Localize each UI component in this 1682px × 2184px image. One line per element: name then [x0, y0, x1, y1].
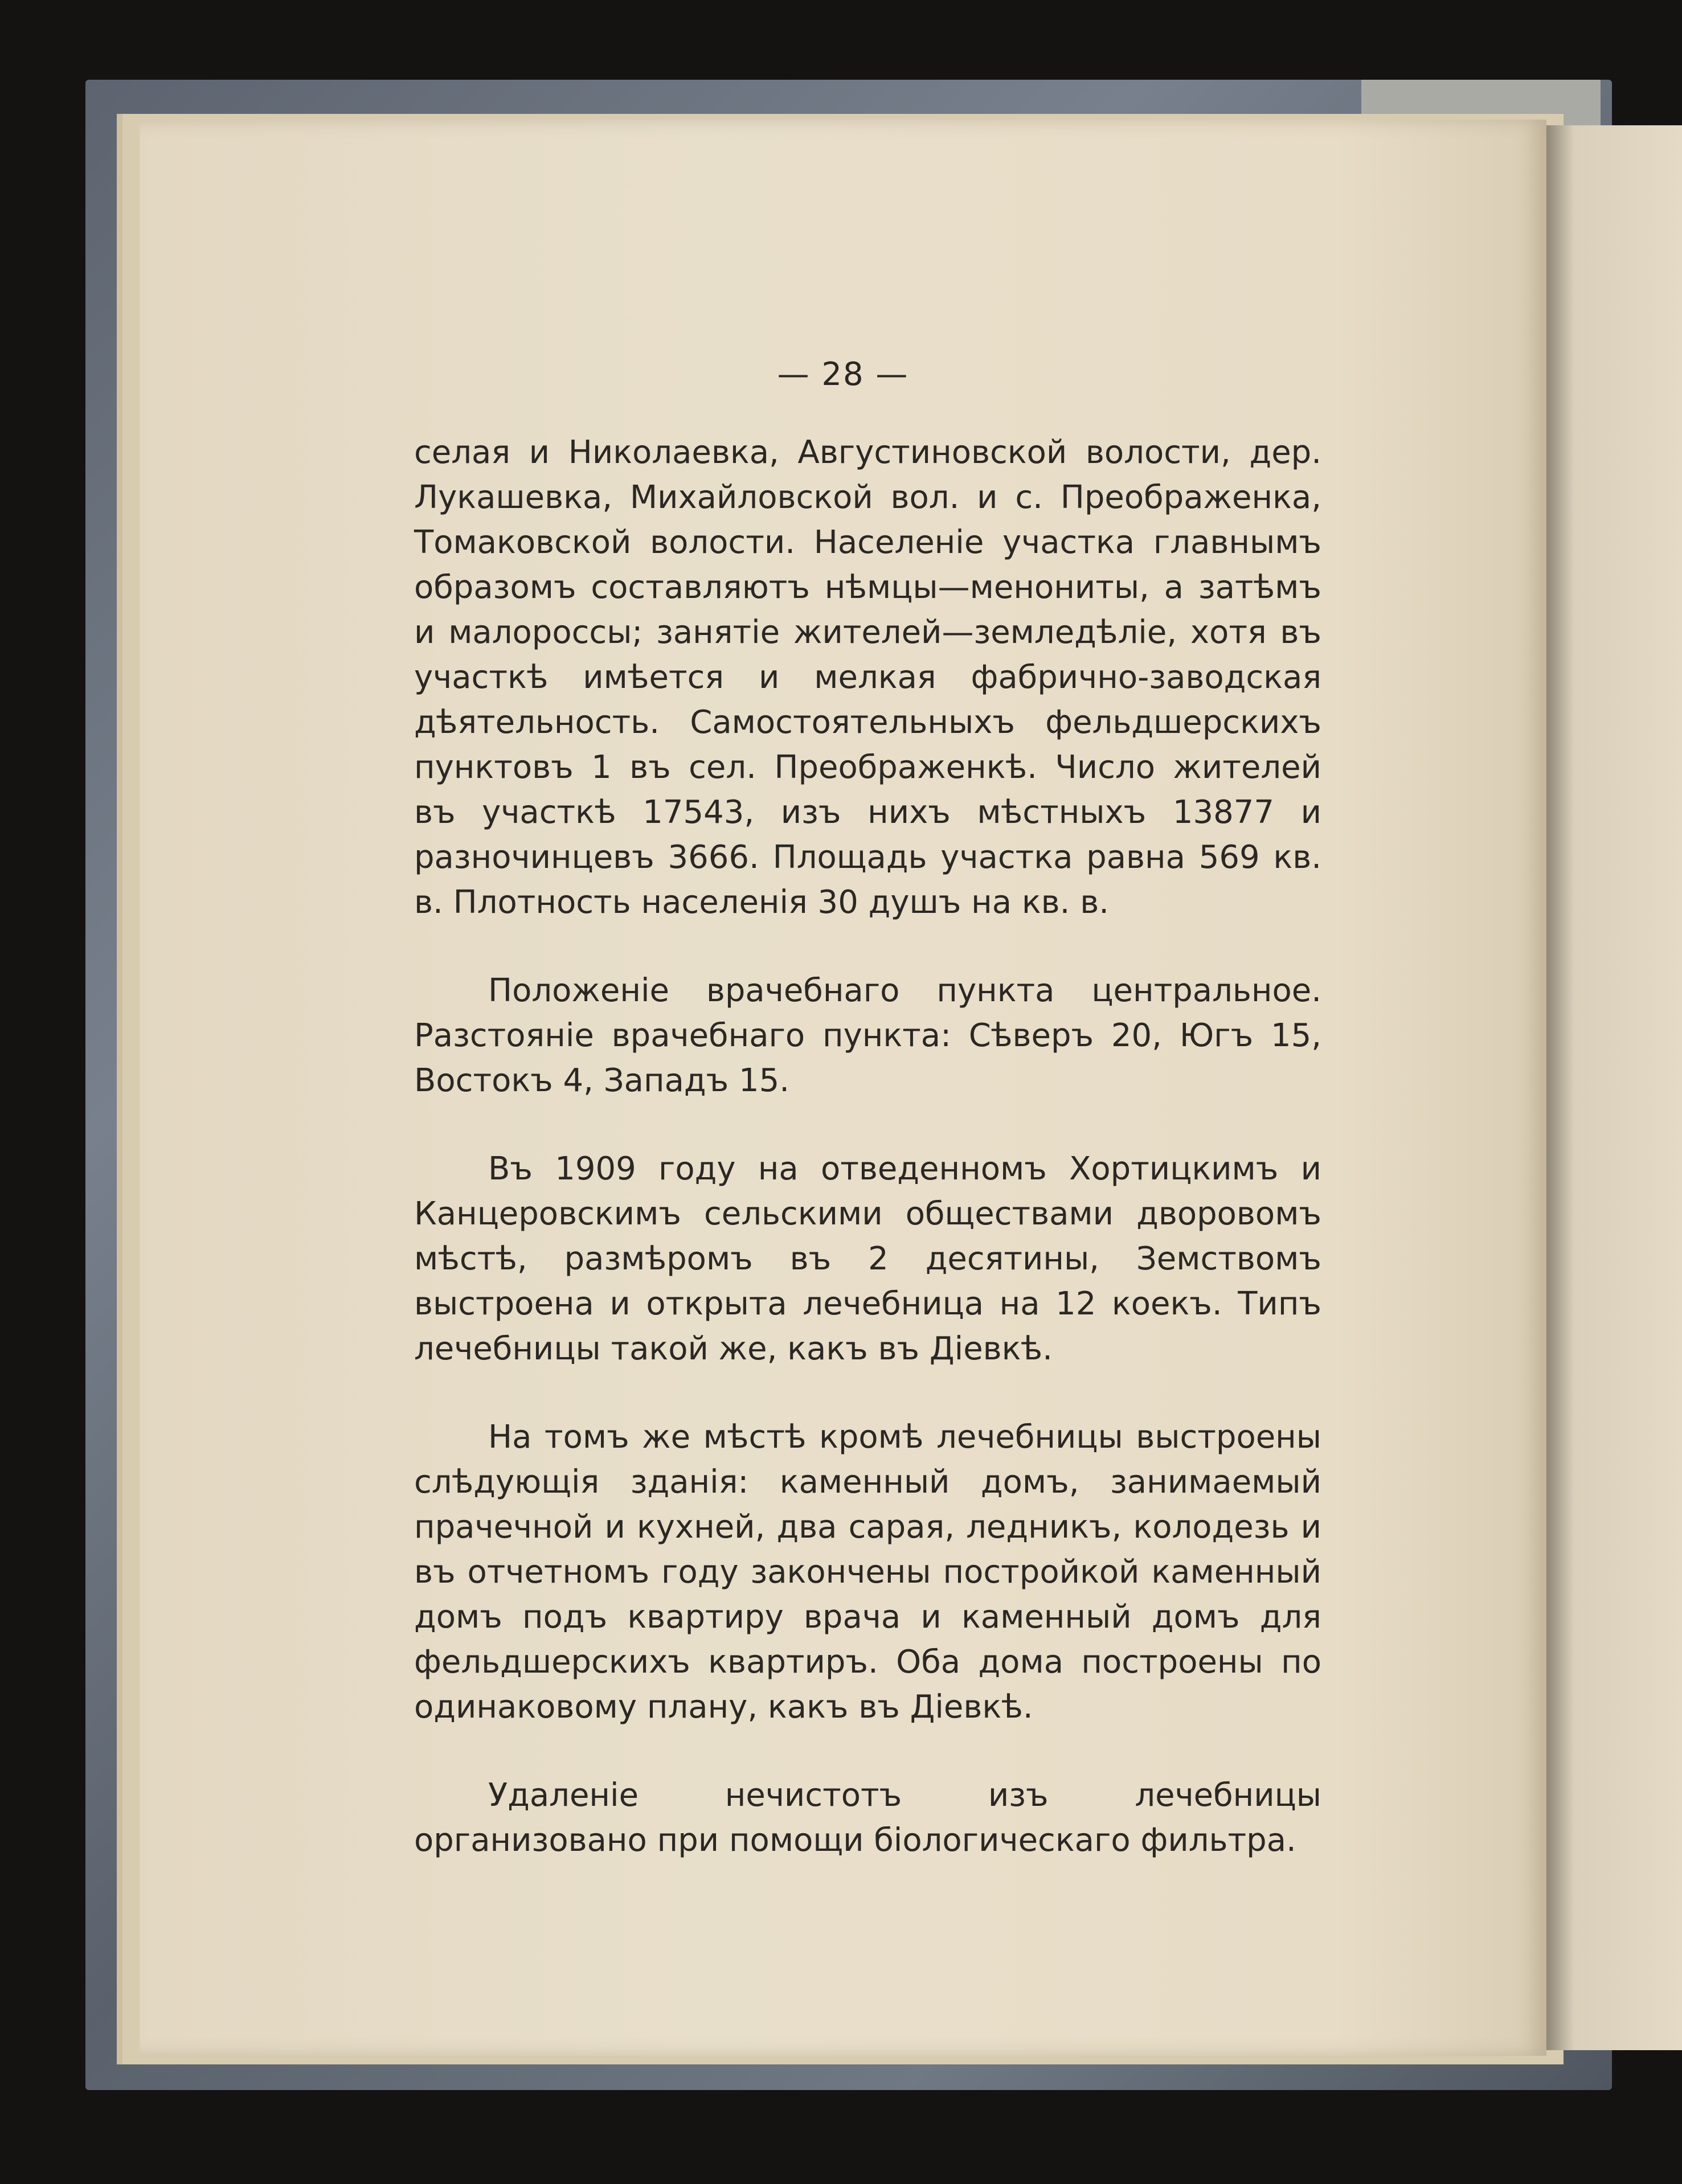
paragraph-3: Въ 1909 году на отведенномъ Хортицкимъ и Канцеровскимъ сельскими обществами дворовомъ мѣстѣ, размѣромъ въ 2 десятины, Земствомъ выстроена и открыта лечебница на 12 коекъ. Типъ лечебницы такой же, какъ въ Діевкѣ.: [414, 1150, 1321, 1367]
paragraph-2: Положеніе врачебнаго пункта центральное. Разстояніе врачебнаго пункта: Сѣверъ 20, Югъ 15, Востокъ 4, Западъ 15.: [414, 972, 1321, 1099]
facing-page-edge: [1546, 125, 1682, 2050]
paragraph-1: селая и Николаевка, Августиновской волости, дер. Лукашевка, Михайловской вол. и с. Преображенка, Томаковской волости. Населеніе участка главнымъ образомъ составляютъ нѣмцы—менониты, а затѣмъ и малороссы; занятіе жителей—земледѣліе, хотя въ участкѣ имѣется и мелкая фабрично-заводская дѣятельность. Самостоятельныхъ фельдшерскихъ пунктовъ 1 въ сел. Преображенкѣ. Число жителей въ участкѣ 17543, изъ нихъ мѣстныхъ 13877 и разночинцевъ 3666. Площадь участка равна 569 кв. в. Плотность населенія 30 душъ на кв. в.: [414, 434, 1321, 921]
paragraph-5: Удаленіе нечистотъ изъ лечебницы организовано при помощи біологическаго фильтра.: [414, 1777, 1321, 1859]
page-number: — 28 —: [777, 356, 909, 393]
paragraph-4: На томъ же мѣстѣ кромѣ лечебницы выстроены слѣдующія зданія: каменный домъ, занимаемый прачечной и кухней, два сарая, ледникъ, колодезь и въ отчетномъ году закончены постройкой каменный домъ подъ квартиру врача и каменный домъ для фельдшерскихъ квартиръ. Оба дома построены по одинаковому плану, какъ въ Діевкѣ.: [414, 1419, 1321, 1726]
page-text: [414, 430, 1321, 1863]
